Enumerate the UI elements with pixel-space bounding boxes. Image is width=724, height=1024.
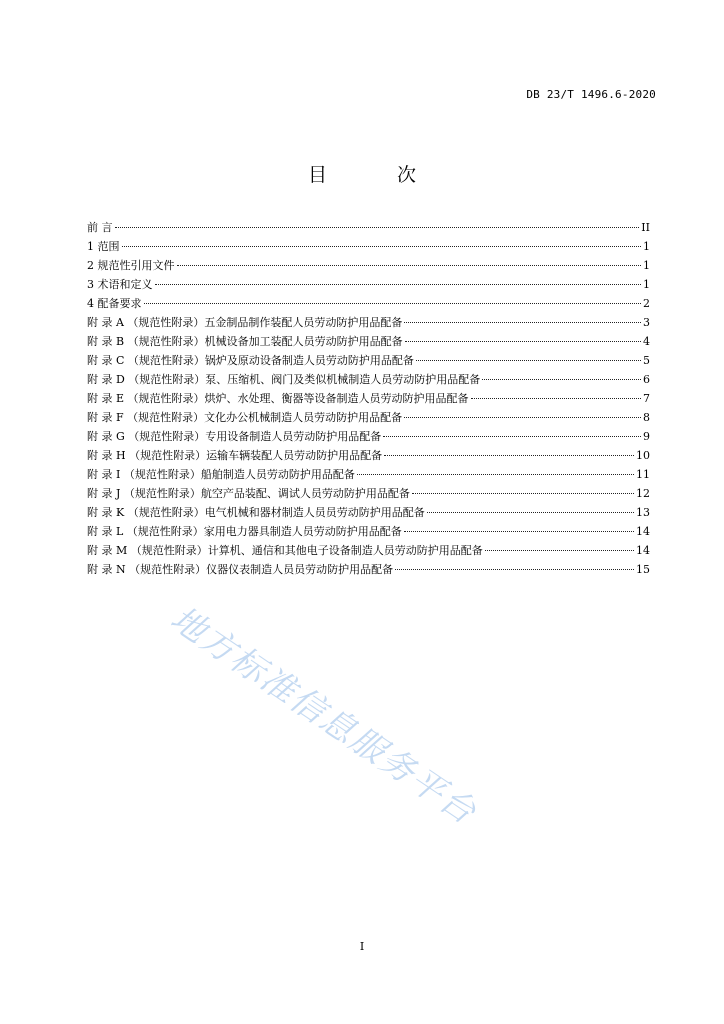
toc-entry[interactable] <box>87 522 650 541</box>
toc-entry[interactable] <box>87 484 650 503</box>
toc-entry-page: II <box>641 221 650 234</box>
toc-entry-page: 10 <box>636 449 650 462</box>
toc-entry-label: 附 录 N （规范性附录）仪器仪表制造人员员劳动防护用品配备 <box>87 563 394 576</box>
toc-leader-dots <box>427 512 634 513</box>
toc-entry-label: 2 规范性引用文件 <box>87 259 175 272</box>
toc-entry[interactable] <box>87 503 650 522</box>
toc-entry-label: 3 术语和定义 <box>87 278 153 291</box>
toc-entry-page: 15 <box>636 563 650 576</box>
watermark: 地方标准信息服务平台 <box>163 598 484 834</box>
toc-entry[interactable] <box>87 427 650 446</box>
toc-entry[interactable] <box>87 237 650 256</box>
toc-entry-label: 附 录 J （规范性附录）航空产品装配、调试人员劳动防护用品配备 <box>87 487 410 500</box>
toc-entry-label: 附 录 M （规范性附录）计算机、通信和其他电子设备制造人员劳动防护用品配备 <box>87 544 483 557</box>
toc-leader-dots <box>357 474 634 475</box>
toc-entry-label: 附 录 L （规范性附录）家用电力器具制造人员劳动防护用品配备 <box>87 525 402 538</box>
toc-entry-label: 附 录 E （规范性附录）烘炉、水处理、衡器等设备制造人员劳动防护用品配备 <box>87 392 469 405</box>
toc-entry-label: 附 录 F （规范性附录）文化办公机械制造人员劳动防护用品配备 <box>87 411 403 424</box>
toc-entry-page: 6 <box>643 373 650 386</box>
toc-leader-dots <box>383 436 641 437</box>
toc-entry[interactable] <box>87 218 650 237</box>
toc-entry-page: 2 <box>643 297 650 310</box>
toc-entry-label: 附 录 K （规范性附录）电气机械和器材制造人员员劳动防护用品配备 <box>87 506 425 519</box>
toc-entry-label: 前 言 <box>87 221 113 234</box>
toc-entry[interactable] <box>87 560 650 579</box>
toc-entry[interactable] <box>87 541 650 560</box>
toc-leader-dots <box>416 360 641 361</box>
toc-leader-dots <box>482 379 641 380</box>
toc-entry[interactable] <box>87 256 650 275</box>
toc-entry-page: 7 <box>643 392 650 405</box>
toc-entry[interactable] <box>87 389 650 408</box>
toc-title: 目 次 <box>307 164 449 186</box>
toc-entry-label: 附 录 I （规范性附录）船舶制造人员劳动防护用品配备 <box>87 468 355 481</box>
page-number: I <box>359 940 365 953</box>
toc-leader-dots <box>404 417 641 418</box>
toc-entry-label: 附 录 A （规范性附录）五金制品制作装配人员劳动防护用品配备 <box>87 316 403 329</box>
toc-entry-label: 附 录 G （规范性附录）专用设备制造人员劳动防护用品配备 <box>87 430 382 443</box>
toc-leader-dots <box>177 265 642 266</box>
toc-entry-page: 14 <box>636 525 650 538</box>
document-number: DB 23/T 1496.6-2020 <box>526 88 656 101</box>
toc-entry[interactable] <box>87 465 650 484</box>
toc-entry-page: 1 <box>643 240 650 253</box>
toc-entry-page: 3 <box>643 316 650 329</box>
toc-entry-page: 9 <box>643 430 650 443</box>
toc-leader-dots <box>122 246 642 247</box>
toc-entry-page: 4 <box>643 335 650 348</box>
toc-entry[interactable] <box>87 351 650 370</box>
toc-entry-label: 1 范围 <box>87 240 120 253</box>
toc-leader-dots <box>471 398 641 399</box>
toc-entry-page: 14 <box>636 544 650 557</box>
toc-entry-label: 附 录 C （规范性附录）锅炉及原动设备制造人员劳动防护用品配备 <box>87 354 414 367</box>
toc-entry-page: 1 <box>643 259 650 272</box>
toc-entry-label: 附 录 H （规范性附录）运输车辆装配人员劳动防护用品配备 <box>87 449 383 462</box>
toc-leader-dots <box>485 550 634 551</box>
toc-entry[interactable] <box>87 294 650 313</box>
toc-entry-page: 12 <box>636 487 650 500</box>
toc-entry[interactable] <box>87 446 650 465</box>
toc-entry-page: 1 <box>643 278 650 291</box>
toc-entry-page: 11 <box>636 468 650 481</box>
toc-entry[interactable] <box>87 370 650 389</box>
toc-leader-dots <box>412 493 634 494</box>
toc-leader-dots <box>404 531 634 532</box>
toc-entry[interactable] <box>87 275 650 294</box>
toc-entry-label: 4 配备要求 <box>87 297 142 310</box>
toc-leader-dots <box>405 341 641 342</box>
toc-entry[interactable] <box>87 408 650 427</box>
toc-leader-dots <box>404 322 641 323</box>
toc-entry[interactable] <box>87 313 650 332</box>
toc-leader-dots <box>395 569 634 570</box>
toc-entry-page: 8 <box>643 411 650 424</box>
toc-entry-label: 附 录 B （规范性附录）机械设备加工装配人员劳动防护用品配备 <box>87 335 403 348</box>
toc-entry-page: 5 <box>643 354 650 367</box>
toc-leader-dots <box>155 284 642 285</box>
toc-leader-dots <box>144 303 642 304</box>
toc-entry[interactable] <box>87 332 650 351</box>
toc-entry-page: 13 <box>636 506 650 519</box>
toc-leader-dots <box>384 455 634 456</box>
toc-leader-dots <box>115 227 640 228</box>
toc-entry-label: 附 录 D （规范性附录）泵、压缩机、阀门及类似机械制造人员劳动防护用品配备 <box>87 373 481 386</box>
table-of-contents <box>87 218 650 579</box>
